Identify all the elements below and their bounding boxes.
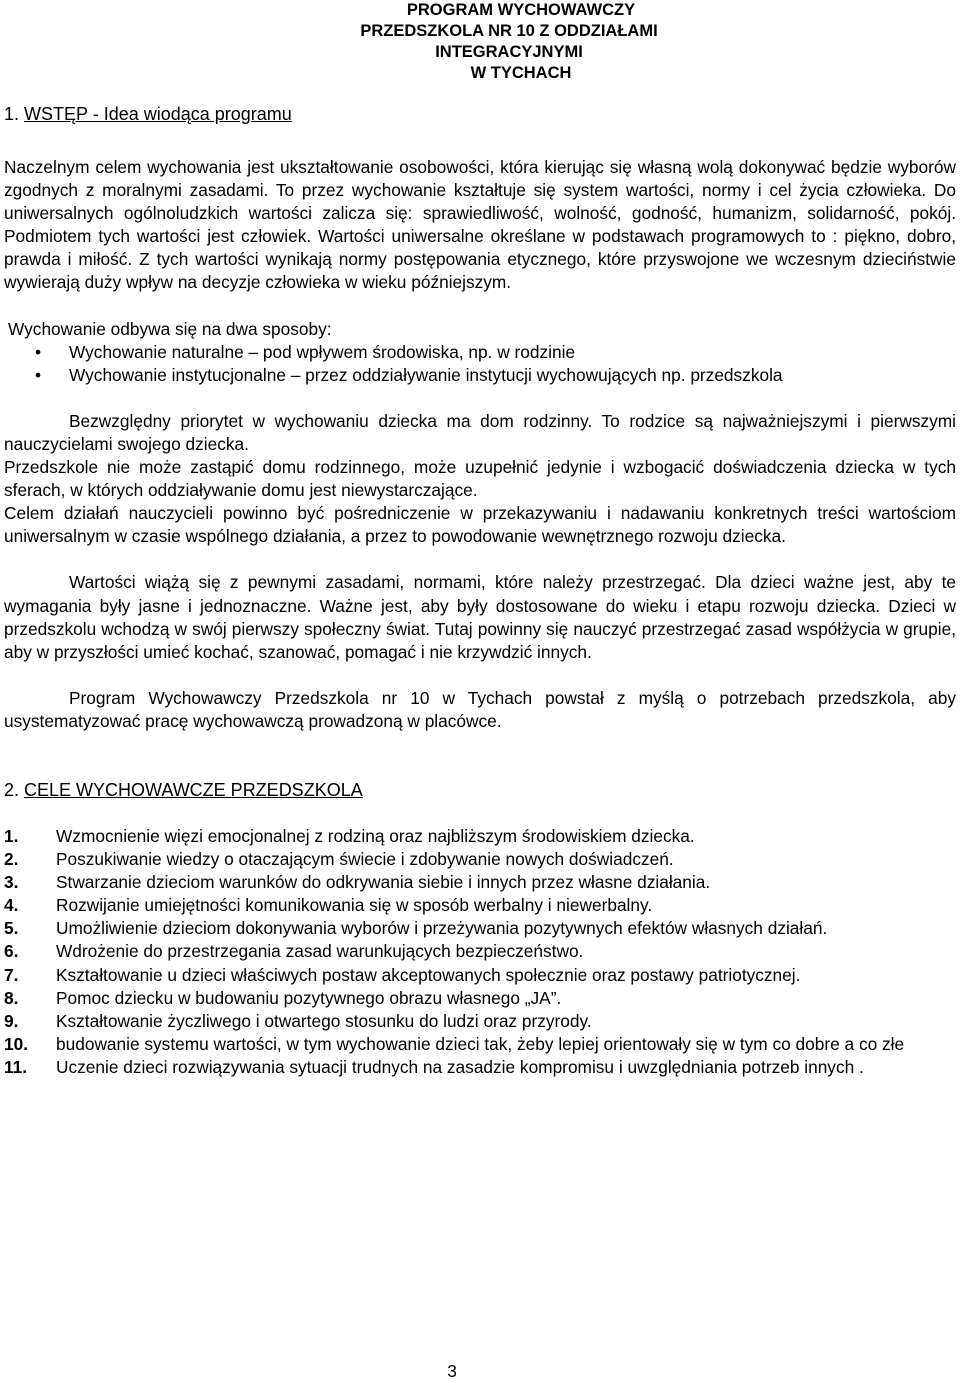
list-item-number: 6. <box>4 941 19 962</box>
list-item-text: budowanie systemu wartości, w tym wychowanie dzieci tak, żeby lepiej orientowały się w tym co dobre a co złe <box>56 1033 905 1054</box>
list-item-number: 11. <box>4 1056 28 1077</box>
ways-intro-text: Wychowanie odbywa się na dwa sposoby: <box>8 318 332 339</box>
list-item <box>4 894 956 917</box>
section-1-title: WSTĘP - Idea wiodąca programu <box>24 104 292 124</box>
list-item-text: Wychowanie instytucjonalne – przez oddziaływanie instytucji wychowujących np. przedszkola <box>69 364 783 385</box>
section-1-heading <box>4 102 956 126</box>
section-1-number: 1. <box>4 104 25 124</box>
list-item <box>4 1033 956 1056</box>
list-item-text: Stwarzanie dzieciom warunków do odkrywania siebie i innych przez własne działania. <box>56 872 711 893</box>
list-item <box>4 964 956 987</box>
intro-paragraph: Naczelnym celem wychowania jest ukształtowanie osobowości, która kierując się własną wolą dokonywać będzie wyborów zgodnych z moralnymi zasadami. To przez wychowanie kształtuje się system wartości, normy i cel życia człowieka. Do uniwersalnych ogólnoludzkich wartości zalicza się: sprawiedliwość, wolność, godność, humanizm, solidarność, pokój. Podmiotem tych wartości jest człowiek. Wartości uniwersalne określane w podstawach programowych to : piękno, dobro, prawda i miłość. Z tych wartości wynikają normy postępowania etycznego, które przyswojone we wczesnym dzieciństwie wywierają duży wpływ na decyzje człowieka w wieku późniejszym. <box>4 157 956 293</box>
header-title-line-3: W TYCHACH <box>470 64 572 82</box>
bullet-icon: • <box>35 341 42 362</box>
header-title-line-2: PRZEDSZKOLA NR 10 Z ODDZIAŁAMI INTEGRACYJNYMI <box>360 22 658 61</box>
list-item-number: 7. <box>4 964 19 985</box>
document-header <box>304 0 674 84</box>
list-item-text: Kształtowanie życzliwego i otwartego stosunku do ludzi oraz przyrody. <box>56 1010 592 1031</box>
list-item <box>4 1056 956 1079</box>
bullet-icon: • <box>35 364 42 385</box>
list-item-number: 3. <box>4 872 19 893</box>
document-page <box>4 0 956 1079</box>
list-item-text: Wzmocnienie więzi emocjonalnej z rodziną oraz najbliższym środowiskiem dziecka. <box>56 825 695 846</box>
list-item-text: Uczenie dzieci rozwiązywania sytuacji trudnych na zasadzie kompromisu i uwzględniania potrzeb innych . <box>56 1056 864 1077</box>
list-item-number: 2. <box>4 849 19 870</box>
paragraph-preschool: Przedszkole nie może zastąpić domu rodzinnego, może uzupełnić jedynie i wzbogacić doświadczenia dziecka w tych sferach, w których oddziaływanie domu jest niewystarczające. <box>4 457 956 501</box>
paragraph-values: Wartości wiążą się z pewnymi zasadami, normami, które należy przestrzegać. Dla dzieci ważne jest, aby te wymagania były jasne i jednoznaczne. Ważne jest, aby były dostosowane do wieku i etapu rozwoju dziecka. Dzieci w przedszkolu wchodzą w swój pierwszy społeczny świat. Tutaj powinny się nauczyć przestrzegać zasad współżycia w grupie, aby w przyszłości umieć kochać, szanować, pomagać i nie krzywdzić innych. <box>4 572 956 662</box>
list-item-number: 9. <box>4 1010 19 1031</box>
list-item-number: 4. <box>4 895 19 916</box>
section-2-heading <box>4 778 956 802</box>
ways-list <box>4 341 956 387</box>
list-item <box>4 871 956 894</box>
goals-list <box>4 825 956 1079</box>
list-item-text: Kształtowanie u dzieci właściwych postaw akceptowanych społecznie oraz postawy patriotycznej. <box>56 964 801 985</box>
list-item <box>4 917 956 940</box>
header-title-line-1: PROGRAM WYCHOWAWCZY <box>406 1 636 19</box>
list-item-number: 5. <box>4 918 19 939</box>
paragraph-program: Program Wychowawczy Przedszkola nr 10 w Tychach powstał z myślą o potrzebach przedszkola, aby usystematyzować pracę wychowawczą prowadzoną w placówce. <box>4 687 956 731</box>
list-item-number: 8. <box>4 987 19 1008</box>
list-item-number: 1. <box>4 825 19 846</box>
paragraph-teachers: Celem działań nauczycieli powinno być pośredniczenie w przekazywaniu i nadawaniu konkretnych treści wartościom uniwersalnym w czasie wspólnego działania, a przez to powodowanie wewnętrznego rozwoju dziecka. <box>4 503 956 547</box>
paragraph-priority: Bezwzględny priorytet w wychowaniu dziecka ma dom rodzinny. To rodzice są najważniejszymi i pierwszymi nauczycielami swojego dziecka. <box>4 410 956 454</box>
list-item <box>4 341 956 364</box>
list-item <box>4 987 956 1010</box>
list-item-text: Poszukiwanie wiedzy o otaczającym świecie i zdobywanie nowych doświadczeń. <box>56 849 674 870</box>
section-2-title: CELE WYCHOWAWCZE PRZEDSZKOLA <box>24 779 363 800</box>
list-item-text: Wdrożenie do przestrzegania zasad warunkujących bezpieczeństwo. <box>56 941 584 962</box>
list-item-text: Umożliwienie dzieciom dokonywania wyborów i przeżywania pozytywnych efektów własnych działań. <box>56 918 828 939</box>
section-2-number: 2. <box>4 779 25 800</box>
list-item-number: 10. <box>4 1033 29 1054</box>
list-item <box>4 364 956 387</box>
list-item-text: Rozwijanie umiejętności komunikowania się w sposób werbalny i niewerbalny. <box>56 895 653 916</box>
list-item-text: Wychowanie naturalne – pod wpływem środowiska, np. w rodzinie <box>69 341 576 362</box>
page-number: 3 <box>447 1361 457 1381</box>
list-item <box>4 940 956 963</box>
list-item <box>4 1010 956 1033</box>
list-item-text: Pomoc dziecku w budowaniu pozytywnego obrazu własnego „JA”. <box>56 987 562 1008</box>
list-item <box>4 848 956 871</box>
list-item <box>4 825 956 848</box>
